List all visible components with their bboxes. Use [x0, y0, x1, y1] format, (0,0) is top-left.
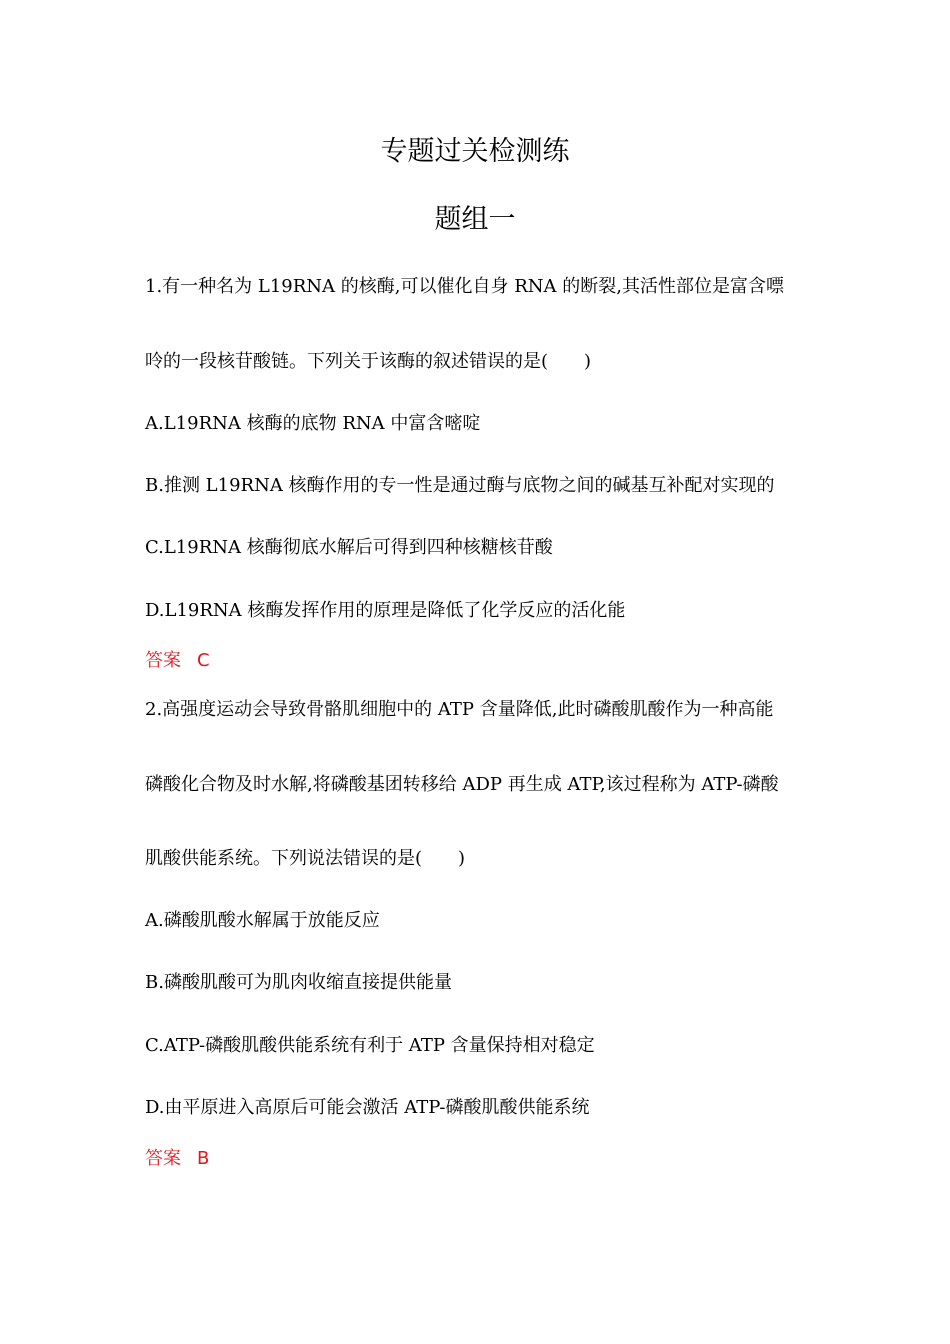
- question-2-stem-line-2: 磷酸化合物及时水解,将磷酸基团转移给 ADP 再生成 ATP,该过程称为 ATP-磷酸: [145, 774, 779, 795]
- question-2-answer: [145, 1146, 209, 1172]
- question-1-option-d: D.L19RNA 核酶发挥作用的原理是降低了化学反应的活化能: [145, 600, 626, 621]
- question-2-option-a: A.磷酸肌酸水解属于放能反应: [145, 910, 380, 931]
- question-2-stem-line-1: 2.高强度运动会导致骨骼肌细胞中的 ATP 含量降低,此时磷酸肌酸作为一种高能: [145, 699, 774, 720]
- page-subtitle: 题组一: [434, 204, 516, 235]
- question-1-option-c: C.L19RNA 核酶彻底水解后可得到四种核糖核苷酸: [145, 537, 553, 558]
- question-2-option-d: D.由平原进入高原后可能会激活 ATP-磷酸肌酸供能系统: [145, 1097, 590, 1118]
- question-1-option-a: A.L19RNA 核酶的底物 RNA 中富含嘧啶: [145, 413, 481, 434]
- answer-value: C: [197, 650, 210, 671]
- answer-value: B: [197, 1148, 210, 1169]
- question-1-option-b: B.推测 L19RNA 核酶作用的专一性是通过酶与底物之间的碱基互补配对实现的: [145, 475, 775, 496]
- question-2-option-c: C.ATP-磷酸肌酸供能系统有利于 ATP 含量保持相对稳定: [145, 1035, 595, 1056]
- page-title: 专题过关检测练: [380, 136, 570, 167]
- question-1-stem-line-2: 呤的一段核苷酸链。下列关于该酶的叙述错误的是( ): [145, 351, 592, 372]
- question-1-stem-line-1: 1.有一种名为 L19RNA 的核酶,可以催化自身 RNA 的断裂,其活性部位是富含嘌: [145, 276, 784, 297]
- question-1-answer: [145, 648, 210, 674]
- answer-label: 答案: [145, 1148, 181, 1169]
- question-2-stem-line-3: 肌酸供能系统。下列说法错误的是( ): [145, 848, 466, 869]
- answer-label: 答案: [145, 650, 181, 671]
- question-2-option-b: B.磷酸肌酸可为肌肉收缩直接提供能量: [145, 972, 452, 993]
